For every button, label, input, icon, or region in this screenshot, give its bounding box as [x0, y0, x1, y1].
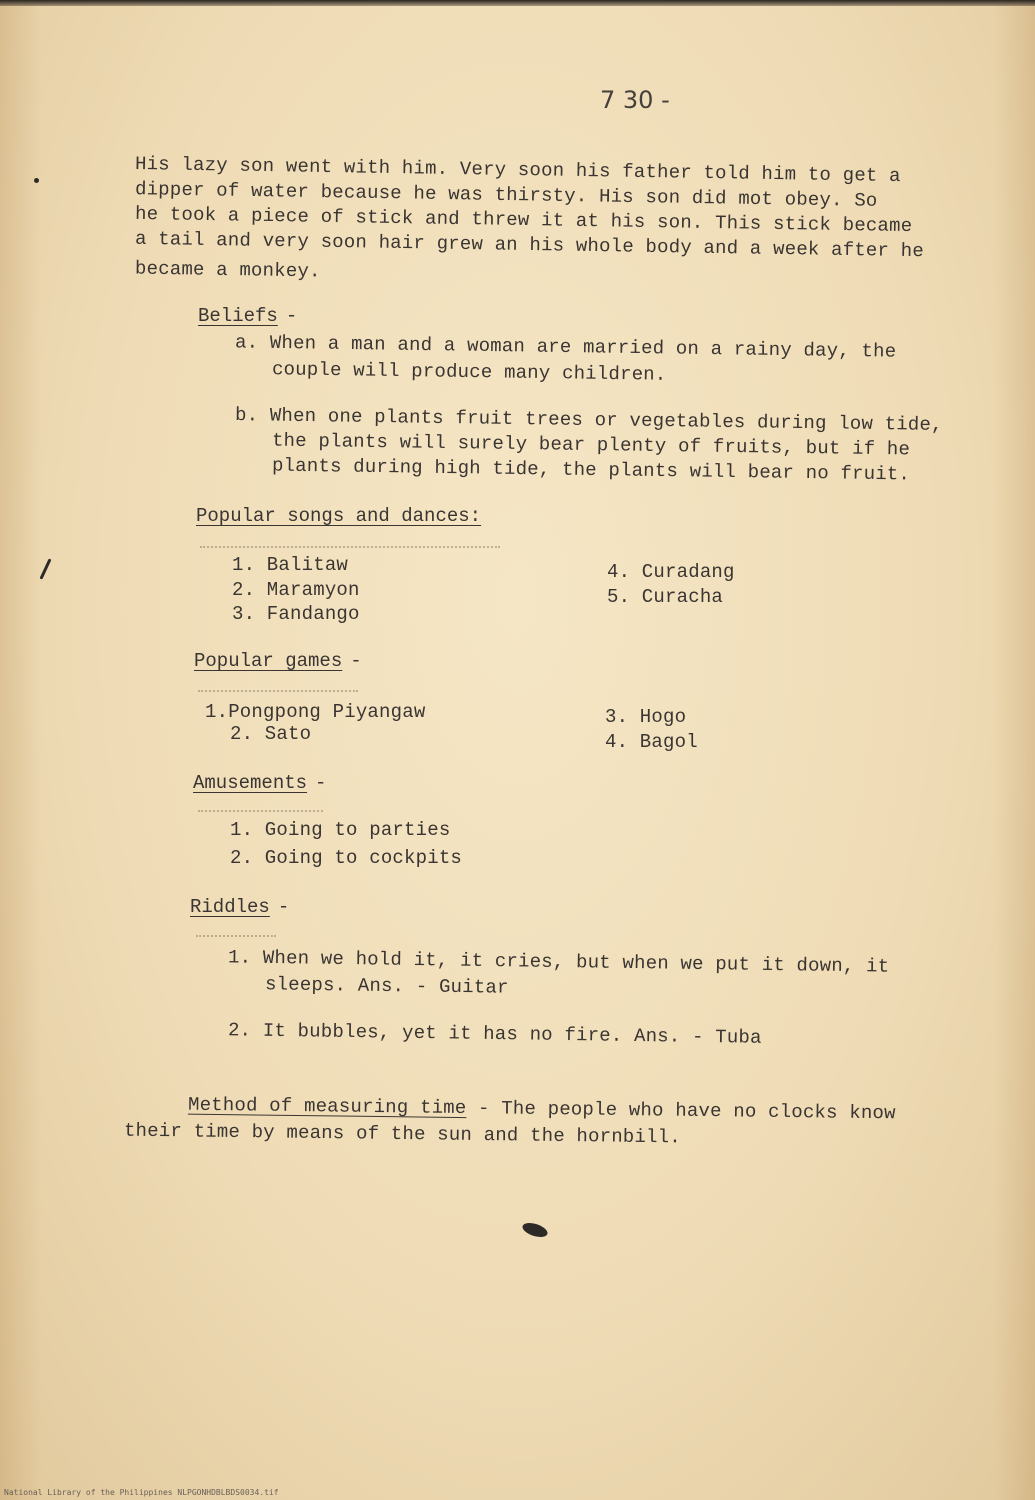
games-heading-dots — [198, 690, 358, 692]
ink-smudge — [521, 1220, 549, 1239]
riddles-heading: Riddles - — [190, 896, 290, 918]
intro-line-1: His lazy son went with him. Very soon his father told him to get a — [134, 152, 901, 188]
game-item-4: 4. Bagol — [605, 731, 698, 753]
measuring-time-heading: Method of measuring time — [187, 1093, 467, 1120]
margin-mark — [39, 558, 51, 579]
riddle-2-line-1: 2. It bubbles, yet it has no fire. Ans. - Tuba — [227, 1019, 762, 1049]
song-item-2: 2. Maramyon — [232, 579, 360, 601]
games-heading: Popular games - — [194, 650, 362, 672]
songs-heading-dots — [200, 546, 500, 548]
beliefs-heading: Beliefs - — [198, 305, 298, 327]
song-item-3: 3. Fandango — [232, 603, 360, 625]
song-item-4: 4. Curadang — [607, 561, 735, 583]
intro-line-4: a tail and very soon hair grew an his whole body and a week after he — [134, 227, 925, 263]
song-item-1: 1. Balitaw — [232, 554, 349, 576]
amusement-item-1: 1. Going to parties — [230, 819, 451, 841]
songs-heading: Popular songs and dances: — [196, 505, 482, 527]
margin-dot — [34, 178, 39, 183]
amusements-heading-dots — [198, 810, 323, 812]
amusement-item-2: 2. Going to cockpits — [230, 847, 463, 869]
belief-b-line-2: the plants will surely bear plenty of fruits, but if he — [271, 429, 911, 461]
game-item-1: 1.Pongpong Piyangaw — [205, 701, 426, 723]
game-item-2: 2. Sato — [230, 723, 312, 745]
riddle-1-line-1: 1. When we hold it, it cries, but when we put it down, it — [227, 946, 890, 978]
riddles-heading-dots — [196, 935, 276, 937]
belief-a-line-2: couple will produce many children. — [271, 358, 667, 386]
measuring-time-text-1: - The people who have no clocks know — [466, 1097, 896, 1125]
page-number: 7 30 - — [600, 86, 670, 114]
game-item-3: 3. Hogo — [605, 706, 687, 728]
belief-b-line-3: plants during high tide, the plants will bear no fruit. — [271, 454, 911, 486]
intro-line-5: became a monkey. — [134, 257, 321, 283]
scan-top-edge — [0, 0, 1035, 6]
belief-a-line-1: a. When a man and a woman are married on a rainy day, the — [234, 331, 897, 363]
song-item-5: 5. Curacha — [607, 586, 724, 608]
riddle-1-line-2: sleeps. Ans. - Guitar — [264, 973, 509, 999]
measuring-time-line-2: their time by means of the sun and the hornbill. — [123, 1119, 682, 1149]
intro-line-2: dipper of water because he was thirsty. His son did mot obey. So — [134, 178, 878, 212]
intro-line-3: he took a piece of stick and threw it at his son. This stick became — [134, 202, 913, 238]
scan-footer: National Library of the Philippines NLPGONHDBLBDS0034.tif — [4, 1488, 279, 1497]
amusements-heading: Amusements - — [193, 772, 327, 794]
belief-b-line-1: b. When one plants fruit trees or vegetables during low tide, — [234, 404, 943, 436]
